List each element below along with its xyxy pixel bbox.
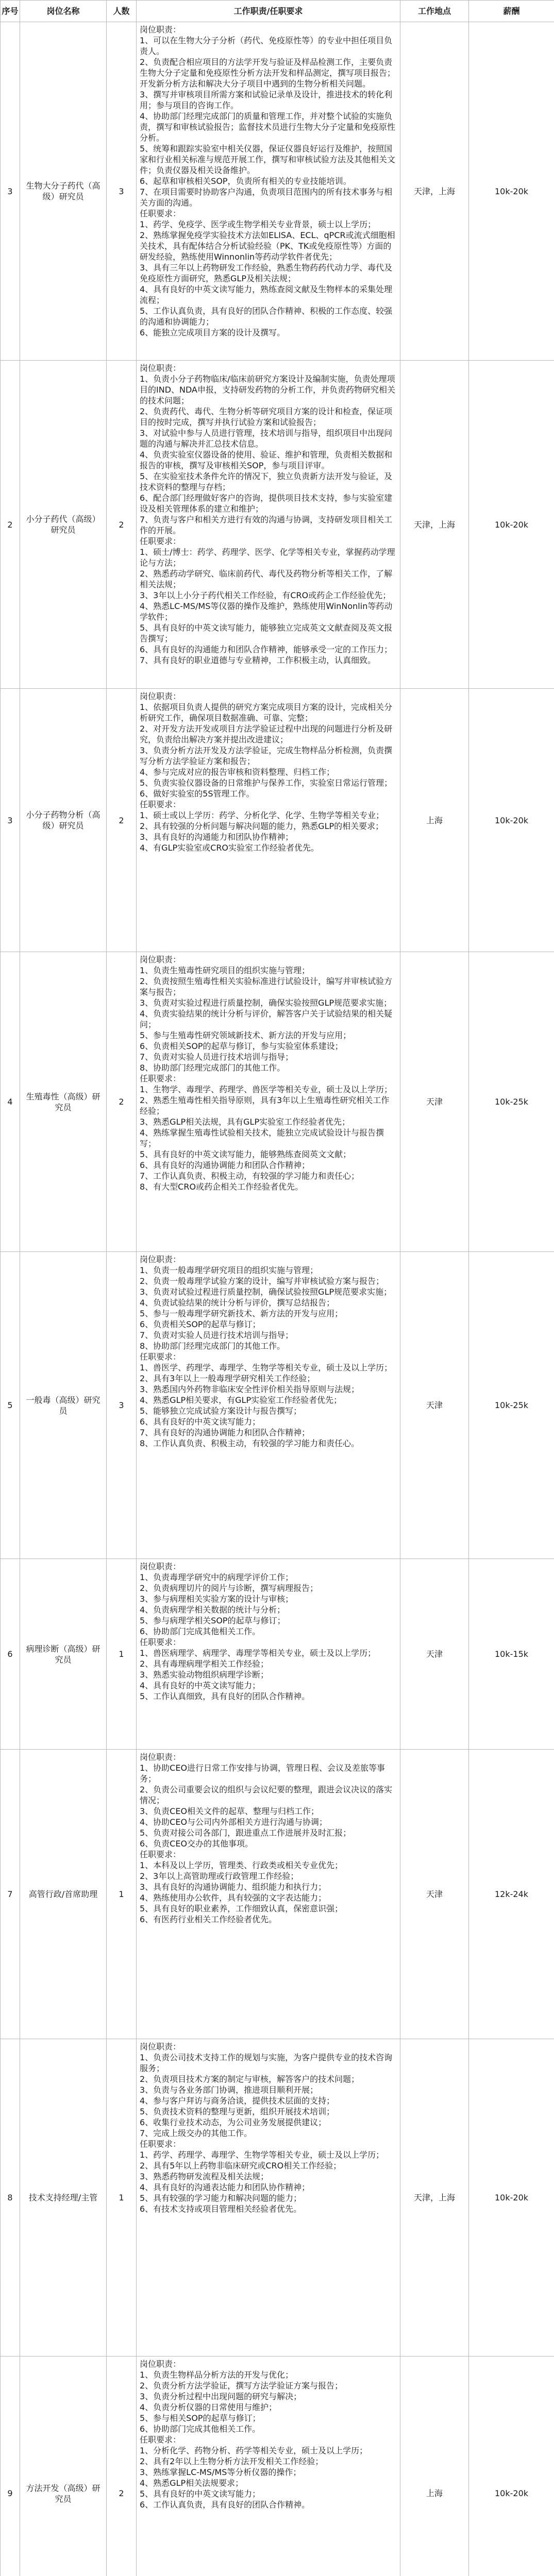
description-line: 8、协助部门经理完成部门的其他工作。 <box>140 1341 286 1351</box>
salary-range: 12k-24k <box>469 1750 554 2039</box>
table-row <box>1 361 554 689</box>
description-line: 2、熟悉生殖毒性相关指导原则，具有3年以上生殖毒性研究相关工作经验； <box>140 1095 390 1116</box>
description-line: 岗位职责： <box>140 691 181 701</box>
row-index: 5 <box>1 1252 20 1559</box>
description-line: 2、具有较强的分析问题与解决问题的能力，熟悉GLP的相关要求； <box>140 821 384 831</box>
description-line: 3、具有三年以上药物研发工作经验，熟悉生物药药代动力学、毒代及免疫原性方面研究，熟悉GLP及相关法规； <box>140 263 393 283</box>
description-line: 5、工作认真负责，具有良好的团队合作精神、积极的工作态度、较强的沟通和协调能力； <box>140 306 393 327</box>
salary-range: 10k-25k <box>469 952 554 1252</box>
headcount: 2 <box>107 361 137 689</box>
position-title: 高管行政/首席助理 <box>20 1750 107 2039</box>
job-description <box>137 1252 400 1559</box>
work-location: 天津 <box>400 1252 469 1559</box>
description-line: 3、撰写并审核项目所需方案和试验记录单及设计，推进技术的转化利用；参与项目的咨询工作。 <box>140 90 393 110</box>
description-line: 2、具有5年以上药物非临床研究或CRO相关工作经验； <box>140 2161 342 2171</box>
description-line: 3、负责分析方法开发及方法学验证，完成生物样品分析检测，负责撰写分析方法学验证方案和报告； <box>140 745 393 766</box>
salary-range: 10k-20k <box>469 361 554 689</box>
row-index: 8 <box>1 2039 20 2357</box>
salary-range: 10k-25k <box>469 1252 554 1559</box>
description-line: 1、硕士或以上学历：药学、分析化学、化学、生物学等相关专业； <box>140 810 384 820</box>
description-line: 6、负责相关SOP的起草与修订； <box>140 1319 261 1329</box>
description-line: 岗位职责： <box>140 363 181 373</box>
description-line: 任职要求： <box>140 1074 181 1083</box>
description-line: 2、负责按照生殖毒性相关实验标准进行试验设计，编写并审核试验方案与报告； <box>140 976 393 997</box>
row-index: 3 <box>1 22 20 361</box>
description-line: 1、负责生殖毒性研究项目的组织实施与管理； <box>140 965 310 975</box>
description-line: 6、具有良好的中英文读写能力； <box>140 1417 261 1427</box>
description-line: 5、在实验室技术条件允许的情况下，独立负责新方法开发与验证，及技术资料的整理与存档； <box>140 471 393 492</box>
description-line: 5、工作认真细致，具有良好的团队合作精神。 <box>140 1691 310 1701</box>
description-line: 任职要求： <box>140 1637 181 1647</box>
description-line: 8、协助部门经理完成部门的其他工作。 <box>140 1063 286 1073</box>
job-description <box>137 689 400 952</box>
table-header-row <box>1 1 554 22</box>
headcount: 2 <box>107 689 137 952</box>
header-position: 岗位名称 <box>20 1 107 22</box>
description-line: 5、具有良好的中英文读写能力，能够独立完成英文文献查阅及英文报告撰写； <box>140 623 393 643</box>
salary-range: 10k-15k <box>469 1559 554 1750</box>
header-salary: 薪酬 <box>469 1 554 22</box>
description-line: 5、统筹和跟踪实验室中相关仪器，保证仪器良好运行及维护，按照国家和行业相关标准与规范开展工作，撰写和审核试验方法及其他相关文件；负责仪器及相关设备维护。 <box>140 144 396 175</box>
description-line: 7、具有良好的职业道德与专业精神，工作积极主动，认真细致。 <box>140 655 376 665</box>
header-location: 工作地点 <box>400 1 469 22</box>
description-line: 2、具有毒理病理学相关工作经验； <box>140 1659 269 1669</box>
table-row <box>1 1252 554 1559</box>
header-headcount: 人数 <box>107 1 137 22</box>
description-line: 3、熟悉GLP相关法规，具有GLP实验室工作经验者优先； <box>140 1117 350 1127</box>
description-line: 1、负责公司技术支持工作的规划与实施，为客户提供专业的技术咨询服务； <box>140 2053 393 2073</box>
job-description <box>137 952 400 1252</box>
description-line: 1、依据项目负责人提供的研究方案完成项目方案的设计，完成相关分析研究工作，确保项目数据准确、可靠、完整； <box>140 702 393 723</box>
description-line: 5、能够独立完成试验方案设计与报告撰写； <box>140 1406 302 1416</box>
work-location: 天津 <box>400 952 469 1252</box>
description-line: 4、参与完成对应的报告审核和资料整理、归档工作； <box>140 767 335 777</box>
description-line: 2、负责一般毒理学试验方案的设计，编写并审核试验方案与报告； <box>140 1276 384 1286</box>
description-line: 5、负责对接公司各部门，跟进重点工作进展并及时汇报； <box>140 1828 351 1838</box>
salary-range: 10k-20k <box>469 689 554 952</box>
description-line: 7、具有良好的沟通协调能力和团队合作精神； <box>140 1428 310 1437</box>
position-title: 小分子药物分析（高级）研究员 <box>20 689 107 952</box>
description-line: 6、配合部门经理做好客户的咨询，提供项目技术支持，参与实验室建设及相关管理体系的建立和维护； <box>140 493 393 514</box>
description-line: 4、负责实验室仪器设备的使用、验证、维护和管理，负责相关数据和报告的审核，撰写及审核相关SOP，参与项目评审。 <box>140 450 393 470</box>
row-index: 6 <box>1 1559 20 1750</box>
description-line: 5、具有良好的职业素养，工作细致认真，保密意识强； <box>140 1904 343 1913</box>
description-line: 任职要求： <box>140 209 181 218</box>
job-description <box>137 2357 400 2576</box>
description-line: 7、工作认真负责、积极主动，有较强的学习能力和责任心； <box>140 1171 360 1181</box>
description-line: 4、具有良好的中英文读写能力； <box>140 1681 261 1690</box>
description-line: 岗位职责： <box>140 1752 181 1762</box>
description-line: 任职要求： <box>140 800 181 809</box>
description-line: 2、负责分析方法学验证，撰写方法学验证方案与报告； <box>140 2381 343 2391</box>
work-location: 天津 <box>400 1559 469 1750</box>
description-line: 4、熟悉GLP相关要求，有GLP实验室工作经验者优先； <box>140 1395 342 1405</box>
work-location: 天津，上海 <box>400 2039 469 2357</box>
description-line: 6、协助部门完成其他相关工作。 <box>140 2424 261 2434</box>
description-line: 5、具有良好的中英文读写能力，能够熟练查阅英文文献； <box>140 1149 351 1159</box>
description-line: 4、熟悉LC-MS/MS等仪器的操作及维护，熟练使用WinNonlin等药动学软件； <box>140 601 393 622</box>
description-line: 5、参与一般毒理学研究新技术、新方法的开发与应用； <box>140 1309 343 1318</box>
description-line: 8、工作认真负责、积极主动，有较强的学习能力和责任心。 <box>140 1438 360 1448</box>
description-line: 4、协助CEO与公司内外部相关方进行沟通与协调； <box>140 1817 328 1827</box>
description-line: 4、有GLP实验室或CRO实验室工作经验者优先。 <box>140 843 320 853</box>
headcount: 1 <box>107 2039 137 2357</box>
work-location: 天津，上海 <box>400 22 469 361</box>
description-line: 3、负责与各业务部门协调，推进项目顺利开展； <box>140 2085 318 2095</box>
description-line: 2、3年以上高管助理或行政管理工作经验； <box>140 1871 299 1881</box>
description-line: 1、药学、药理学、毒理学、生物学等相关专业，硕士及以上学历； <box>140 2150 384 2160</box>
description-line: 7、负责与客户和相关方进行有效的沟通与协调，支持研发项目相关工作的开展。 <box>140 515 393 535</box>
description-line: 岗位职责： <box>140 25 181 35</box>
description-line: 3、负责对实验过程进行质量控制，确保实验按照GLP规范要求实施； <box>140 998 392 1008</box>
description-line: 6、负责相关SOP的起草与修订，参与实验室体系建设； <box>140 1041 343 1051</box>
description-line: 1、硕士/博士：药学、药理学、医学、化学等相关专业，掌握药动学理论与方法； <box>140 547 395 568</box>
description-line: 岗位职责： <box>140 1255 181 1264</box>
table-row <box>1 22 554 361</box>
position-title: 技术支持经理/主管 <box>20 2039 107 2357</box>
description-line: 7、负责对实验人员进行技术培训与指导； <box>140 1330 294 1340</box>
work-location: 上海 <box>400 689 469 952</box>
description-line: 6、具有良好的沟通协调能力和团队合作精神； <box>140 1160 310 1170</box>
description-line: 2、负责配合相应项目的方法学开发与验证及样品检测工作，主要负责生物大分子定量和免疫原性分析方法开发和样品测定，撰写项目报告；开发新分析方法和解决大分子项目中遇到的生物分析相关问题。 <box>140 57 396 89</box>
description-line: 3、负责CEO相关文件的起草、整理与归档工作； <box>140 1806 320 1816</box>
description-line: 5、负责技术资料的整理与更新，组织开展技术培训； <box>140 2107 335 2116</box>
table-row <box>1 2357 554 2576</box>
description-line: 任职要求： <box>140 2435 181 2445</box>
description-line: 1、兽医学、药理学、毒理学、生物学等相关专业，硕士及以上学历； <box>140 1363 393 1372</box>
description-line: 6、协助部门完成其他相关工作。 <box>140 1626 261 1636</box>
headcount: 2 <box>107 952 137 1252</box>
table-row <box>1 1750 554 2039</box>
table-row <box>1 2039 554 2357</box>
position-title: 生殖毒性（高级）研究员 <box>20 952 107 1252</box>
description-line: 5、参与生殖毒性研究领域新技术、新方法的开发与应用； <box>140 1030 351 1040</box>
position-title: 生物大分子药代（高级）研究员 <box>20 22 107 361</box>
description-line: 6、负责CEO交办的其他事项。 <box>140 1839 254 1849</box>
description-line: 2、具有3年以上一般毒理学研究相关工作经验； <box>140 1374 315 1383</box>
description-line: 6、工作认真负责，具有良好的团队合作精神。 <box>140 2500 310 2510</box>
description-line: 4、具有良好的中英文读写能力，熟练查阅文献及生物样本的采集处理流程； <box>140 284 393 305</box>
description-line: 6、起草和审核相关SOP，负责所有相关的专业技能培训。 <box>140 176 351 186</box>
description-line: 2、熟练掌握免疫学实验技术方法如ELISA、ECL、qPCR或流式细胞相关技术，具有配体结合分析试验经验（PK、TK或免疫原性等）方面的研发经验，熟练使用Winnonlin等药动学软件者优先； <box>140 230 395 262</box>
description-line: 1、可以在生物大分子分析（药代、免疫原性等）的专业中担任项目负责人。 <box>140 36 393 56</box>
description-line: 1、药学、免疫学、医学或生物学相关专业背景，硕士以上学历； <box>140 219 376 229</box>
description-line: 1、本科及以上学历，管理类、行政类或相关专业优先； <box>140 1860 343 1870</box>
description-line: 3、熟悉实验动物组织病理学诊断； <box>140 1670 269 1680</box>
description-line: 4、协助部门经理完成部门的质量和管理工作，并对整个试验的实施负责，撰写和审核试验报告；监督技术员进行生物大分子定量和免疫原性分析。 <box>140 111 396 143</box>
row-index: 9 <box>1 2357 20 2576</box>
description-line: 5、负责实验仪器设备的日常维护与保养工作，实验室日常运行管理； <box>140 778 393 788</box>
description-line: 6、有技术支持或项目管理相关经验者优先。 <box>140 2204 302 2214</box>
description-line: 2、负责项目技术方案的制定与审核，解答客户的技术问题； <box>140 2074 360 2084</box>
description-line: 1、负责一般毒理学研究项目的组织实施与管理； <box>140 1265 318 1275</box>
job-description <box>137 22 400 361</box>
description-line: 3、3年以上小分子药代相关工作经验，有CRO或药企工作经验优先； <box>140 590 391 600</box>
header-index: 序号 <box>1 1 20 22</box>
description-line: 3、熟悉药物研发流程及相关法规； <box>140 2172 269 2181</box>
description-line: 6、做好实验室的5S管理工作。 <box>140 789 255 799</box>
description-line: 岗位职责： <box>140 2042 181 2052</box>
description-line: 7、负责对实验人员进行技术培训与指导； <box>140 1052 294 1062</box>
description-line: 岗位职责： <box>140 955 181 964</box>
description-line: 2、负责公司重要会议的组织与会议纪要的整理，跟进会议决议的落实情况； <box>140 1785 393 1805</box>
row-index: 3 <box>1 689 20 952</box>
description-line: 5、具有较强的学习能力和解决问题的能力； <box>140 2193 302 2203</box>
description-line: 6、收集行业技术动态，为公司业务发展提供建议； <box>140 2117 327 2127</box>
salary-range: 10k-20k <box>469 22 554 361</box>
position-title: 方法开发（高级）研究员 <box>20 2357 107 2576</box>
headcount: 3 <box>107 1252 137 1559</box>
job-description <box>137 2039 400 2357</box>
description-line: 任职要求： <box>140 1352 181 1362</box>
description-line: 3、具有良好的沟通能力和团队协作精神； <box>140 832 294 842</box>
job-description <box>137 1559 400 1750</box>
description-line: 1、负责毒理学研究中的病理学评价工作； <box>140 1572 294 1582</box>
description-line: 任职要求： <box>140 1850 181 1859</box>
description-line: 2、负责病理切片的阅片与诊断，撰写病理报告； <box>140 1583 318 1593</box>
headcount: 1 <box>107 1559 137 1750</box>
description-line: 1、生物学、毒理学、药理学、兽医学等相关专业，硕士及以上学历； <box>140 1084 393 1094</box>
description-line: 2、负责药代、毒代、生物分析等研究项目方案的设计和检查，保证项目的按时完成，撰写并执行试验方案和试验报告； <box>140 406 393 427</box>
description-line: 岗位职责： <box>140 2359 181 2369</box>
description-line: 2、对开发方法开发或项目方法学验证过程中出现的问题进行分析及研究，负责给出解决方案并提出改进建议； <box>140 724 393 744</box>
table-row <box>1 1559 554 1750</box>
headcount: 1 <box>107 1750 137 2039</box>
description-line: 3、熟悉国内外药物非临床安全性评价相关指导原则与法规； <box>140 1384 360 1394</box>
description-line: 3、参与病理相关实验方案的设计与审核； <box>140 1594 294 1604</box>
job-description <box>137 1750 400 2039</box>
description-line: 6、有医药行业相关工作经验者优先。 <box>140 1914 277 1924</box>
description-line: 4、参与客户拜访与商务洽谈，提供技术层面的支持； <box>140 2096 335 2106</box>
description-line: 4、负责分析仪器的日常使用与维护； <box>140 2402 277 2412</box>
description-line: 5、具有良好的中英文读写能力； <box>140 2489 261 2499</box>
description-line: 7、完成上级交办的其他工作。 <box>140 2128 253 2138</box>
description-line: 4、具有良好的沟通表达能力和团队协作精神； <box>140 2182 310 2192</box>
description-line: 6、能独立完成项目方案的设计及撰写。 <box>140 328 286 337</box>
row-index: 7 <box>1 1750 20 2039</box>
position-title: 病理诊断（高级）研究员 <box>20 1559 107 1750</box>
description-line: 1、分析化学、药物分析、药学等相关专业，硕士及以上学历； <box>140 2446 368 2455</box>
description-line: 8、有大型CRO或药企相关工作经验者优先。 <box>140 1182 304 1192</box>
description-line: 2、具有2年以上生物分析方法开发相关工作经验； <box>140 2456 324 2466</box>
description-line: 7、在项目需要时协助客户沟通，负责项目范围内的所有技术事务与相关方面的沟通。 <box>140 187 393 208</box>
job-description <box>137 361 400 689</box>
description-line: 4、负责实验结果的统计分析与评价，解答客户关于试验结果的相关疑问； <box>140 1009 393 1029</box>
description-line: 1、协助CEO进行日常工作安排与协调，管理日程、会议及差旅等事务； <box>140 1763 385 1784</box>
description-line: 任职要求： <box>140 536 181 546</box>
headcount: 2 <box>107 2357 137 2576</box>
description-line: 岗位职责： <box>140 1562 181 1571</box>
work-location: 天津 <box>400 1750 469 2039</box>
description-line: 5、参与病理学相关SOP的起草与修订； <box>140 1616 286 1625</box>
work-location: 天津，上海 <box>400 361 469 689</box>
description-line: 4、熟练使用办公软件，具有较强的文字表达能力； <box>140 1893 327 1903</box>
description-line: 3、对试验中参与人员进行管理，技术培训与指导，组织项目中出现问题的沟通与解决并汇总技术信息。 <box>140 428 393 449</box>
description-line: 4、熟悉GLP相关法规要求； <box>140 2478 244 2488</box>
description-line: 4、负责病理学相关数据的统计与分析； <box>140 1605 286 1615</box>
description-line: 6、具有良好的沟通能力和团队合作精神，能够承受一定的工作压力； <box>140 645 393 654</box>
description-line: 5、参与相关SOP的起草与修订； <box>140 2413 261 2423</box>
position-title: 一般毒（高级）研究员 <box>20 1252 107 1559</box>
description-line: 4、负责试验结果的统计分析与评价，撰写总结报告； <box>140 1298 335 1308</box>
headcount: 3 <box>107 22 137 361</box>
description-line: 任职要求： <box>140 2139 181 2149</box>
position-title: 小分子药代（高级）研究员 <box>20 361 107 689</box>
description-line: 3、负责分析过程中出现问题的研究与解决； <box>140 2392 302 2401</box>
table-row <box>1 689 554 952</box>
header-duties: 工作职责/任职要求 <box>137 1 400 22</box>
work-location: 上海 <box>400 2357 469 2576</box>
table-row <box>1 952 554 1252</box>
salary-range: 10k-20k <box>469 2039 554 2357</box>
description-line: 1、负责生物样品分析方法的开发与优化； <box>140 2370 294 2380</box>
table-body <box>1 22 554 2576</box>
row-index: 2 <box>1 361 20 689</box>
description-line: 2、熟悉药动学研究、临床前药代、毒代及药物分析等相关工作，了解相关法规； <box>140 569 393 589</box>
row-index: 4 <box>1 952 20 1252</box>
description-line: 4、熟练掌握生殖毒性试验相关技术，能独立完成试验设计与报告撰写； <box>140 1128 384 1148</box>
description-line: 1、兽医病理学、病理学、毒理学等相关专业，硕士及以上学历； <box>140 1648 376 1658</box>
description-line: 3、具有良好的沟通协调能力、组织能力和执行力； <box>140 1882 327 1892</box>
description-line: 3、负责对试验过程进行质量控制，确保试验按照GLP规范要求实施； <box>140 1287 392 1297</box>
salary-range: 10k-20k <box>469 2357 554 2576</box>
description-line: 1、负责小分子药物临床/临床前研究方案设计及编制实施，负责处理项目的IND、NDA申报，支持研发药物的分析工作，并负责药物研究相关的技术问题； <box>140 374 395 405</box>
description-line: 3、熟练掌握LC-MS/MS等分析仪器的操作； <box>140 2467 301 2477</box>
